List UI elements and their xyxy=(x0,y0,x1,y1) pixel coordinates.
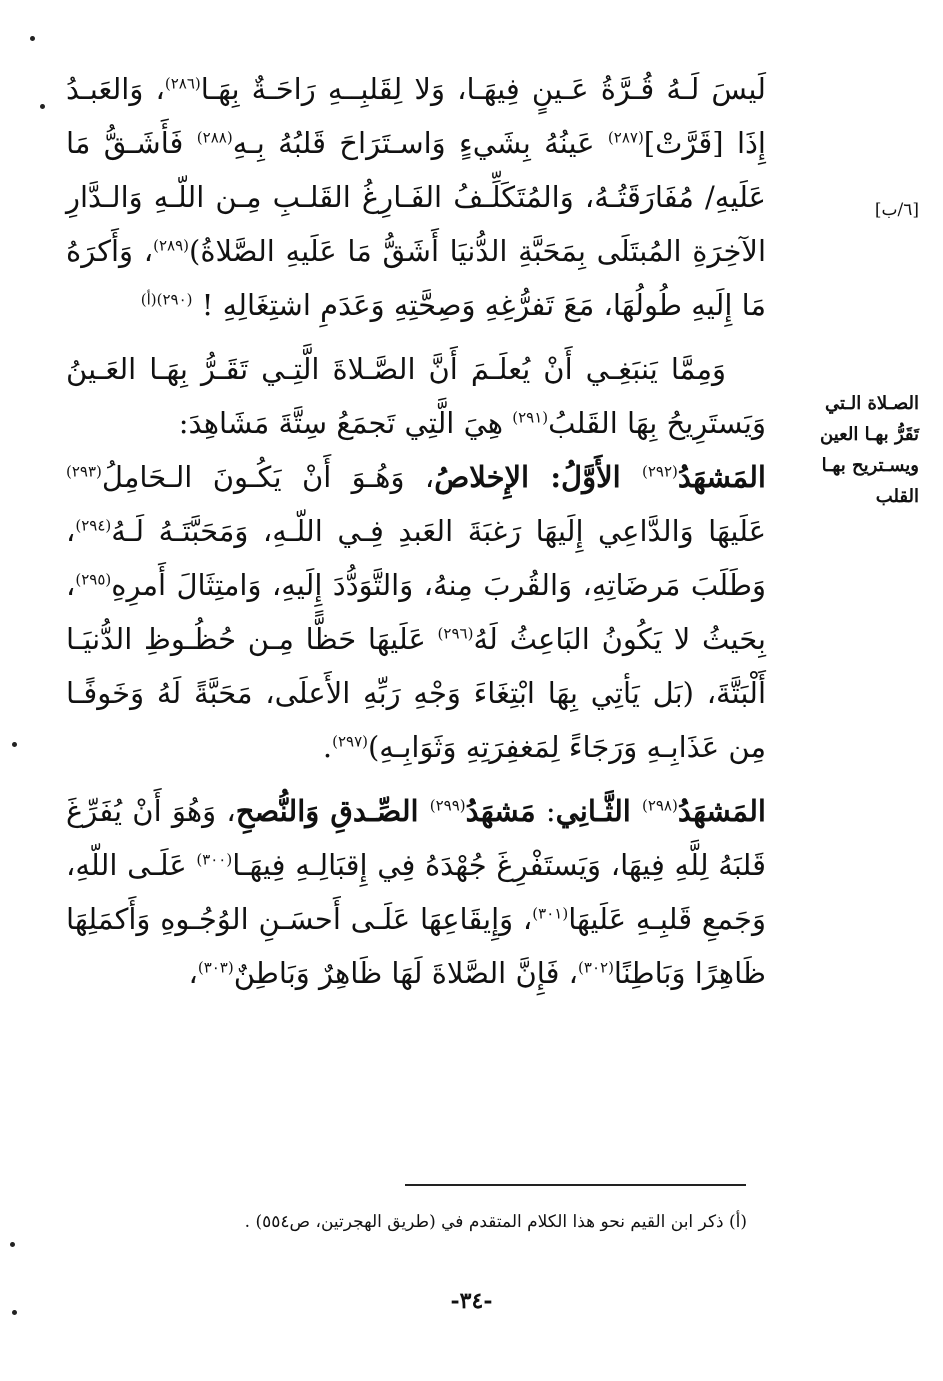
footnote-ref[interactable]: (٢٩٤) xyxy=(75,516,112,535)
margin-page-reference: [٦/ب] xyxy=(874,200,919,220)
footnote-ref[interactable]: (٢٨٦) xyxy=(164,74,201,93)
margin-heading-line: تَقَرُّ بهـا العين xyxy=(820,424,919,445)
page-number: -٣٤- xyxy=(450,1288,493,1314)
footnote-ref[interactable]: (٢٩٧) xyxy=(332,732,368,751)
footnote-ref[interactable]: (٢٨٩) xyxy=(153,236,189,255)
section-label: المَشهَدُ xyxy=(677,794,766,828)
footnote-ref[interactable]: (٢٨٧) xyxy=(607,128,644,147)
footnote-ref[interactable]: (٢٩٣) xyxy=(66,462,102,481)
footnote-ref[interactable]: (٣٠٣) xyxy=(197,958,234,977)
section-heading: الأَوَّلُ: الإِخلاصُ xyxy=(434,460,642,494)
scan-dot xyxy=(30,36,35,41)
footnote-ref[interactable]: (٢٩١) xyxy=(512,408,549,427)
scan-dot xyxy=(40,104,45,109)
footnote-ref[interactable]: (٣٠١) xyxy=(532,904,569,923)
paragraph: المَشهَدُ$^{(٢٩٢)}$ الأَوَّلُ: الإِخلاصُ، وَهُـوَ أَنْ يَكُـونَ الـحَامِلُ$^{(٢٩٣)}$ عَلَيهَا وَالدَّاعِي إِلَيهَا رَغبَةَ العَبدِ فِـي اللّـهِ، وَمَحَبَّتَـهُ لَـهُ$^{(٢٩٤)}$، وَطَلَبَ مَرضَاتِهِ، وَالقُربَ مِنهُ، وَالتَّوَدُّدَ إِلَيهِ، وَامتِثَالَ أَمرِهِ$^{(٢٩٥)}$، بِحَيثُ لا يَكُونُ البَاعِثُ لَهُ$^{(٢٩٦)}$ عَلَيهَا حَظًّا مِـن حُظُـوظِ الدُّنيَـا أَلْبَتَّةَ، (بَل يَأتِي بِهَا ابْتِغَاءَ وَجْهِ رَبِّهِ الأَعلَى، مَحَبَّةً لَهُ وَخَوفًـا مِن عَذَابِـهِ وَرَجَاءً لِمَغفِرَتِهِ وَثَوَابِـهِ)$^{(٢٩٧)}$. xyxy=(66,460,766,764)
scan-dot xyxy=(10,1242,15,1247)
footnote-ref[interactable]: (٢٩٩) xyxy=(429,796,466,815)
paragraph: المَشهَدُ$^{(٢٩٨)}$ الثَّـانِي: مَشهَدُ$^{(٢٩٩)}$ الصِّـدقِ وَالنُّصحِ، وَهُوَ أَنْ يُفَرِّغَ قَلبَهُ لِلَّهِ فِيهَا، وَيَستَفْرِغَ جُهْدَهُ فِي إِقبَالِـهِ فِيهَـا$^{(٣٠٠)}$ عَلَـى اللّهِ، وَجَمعِ قَلبِـهِ عَلَيهَا$^{(٣٠١)}$، وَإِيقَاعِهَا عَلَـى أَحسَـنِ الوُجُـوهِ وَأَكمَلِهَا ظَاهِرًا وَبَاطِنًا$^{(٣٠٢)}$، فَإِنَّ الصَّلاةَ لَهَا ظَاهِرٌ وَبَاطِنٌ$^{(٣٠٣)}$، xyxy=(66,794,766,990)
footnote-ref[interactable]: (٣٠٠) xyxy=(196,850,233,869)
section-heading: الصِّـدقِ وَالنُّصحِ xyxy=(235,794,430,828)
section-heading: الثَّـانِي xyxy=(555,794,642,828)
footnote-ref[interactable]: (٢٨٨) xyxy=(196,128,233,147)
margin-heading-line: القلب xyxy=(875,486,919,507)
section-label: مَشهَدُ xyxy=(465,794,536,828)
footnote-ref[interactable]: (٢٩٥) xyxy=(75,570,112,589)
paragraph: وَمِمَّا يَنبَغِـي أَنْ يُعلَـمَ أَنَّ الصَّـلاةَ الَّتِـي تَقَـرُّ بِهَـا العَـينُ وَيَستَرِيحُ بِهَا القَلبُ$^{(٢٩١)}$ هِيَ الَّتِي تَجمَعُ سِتَّةَ مَشَاهِدَ: xyxy=(66,352,766,440)
margin-heading-line: ويسـتريح بهـا xyxy=(821,455,919,476)
paragraph: لَيسَ لَـهُ قُـرَّةُ عَـينٍ فِيهَـا، وَلا لِقَلبِــهِ رَاحَـةٌ بِهَـا$^{(٢٨٦)}$، وَالعَبـدُ إِذَا [قَرَّتْ]$^{(٢٨٧)}$ عَينُهُ بِشَيءٍ وَاسـتَرَاحَ قَلبُهُ بِـهِ$^{(٢٨٨)}$ فَأَشَـقُّ مَا عَلَيهِ/ مُفَارَقَتُـهُ، وَالمُتَكَلِّـفُ الفَـارِغُ القَلـبِ مِـن اللّـهِ وَالـدَّارِ الآخِرَةِ المُبتَلَى بِمَحَبَّةِ الدُّنيَا أَشَقُّ مَا عَلَيهِ الصَّلاةُ)$^{(٢٨٩)}$، وَأَكرَهُ مَا إِلَيهِ طُولُهَا، مَعَ تَفرُّغِهِ وَصِحَّتِهِ وَعَدَمِ اشتِغَالِهِ ! $^{(٢٩٠)(أ)}$ xyxy=(66,72,767,322)
footnote-ref[interactable]: (٢٩٦) xyxy=(437,624,474,643)
section-label: المَشهَدُ xyxy=(677,460,766,494)
margin-heading xyxy=(791,388,919,512)
margin-heading-line: الصـلاة الـتي xyxy=(825,393,919,414)
footnote: (أ) ذكر ابن القيم نحو هذا الكلام المتقدم في (طريق الهجرتين، ص٥٥٤) . xyxy=(244,1212,747,1232)
footnote-ref[interactable]: (٢٩٢) xyxy=(641,462,678,481)
scan-dot xyxy=(12,742,17,747)
footnote-ref[interactable]: (٢٩٠)(أ) xyxy=(140,290,193,309)
footnote-ref[interactable]: (٢٩٨) xyxy=(641,796,678,815)
footnote-ref[interactable]: (٣٠٢) xyxy=(578,958,614,977)
footnote-separator xyxy=(405,1184,746,1186)
main-text xyxy=(66,62,766,1000)
